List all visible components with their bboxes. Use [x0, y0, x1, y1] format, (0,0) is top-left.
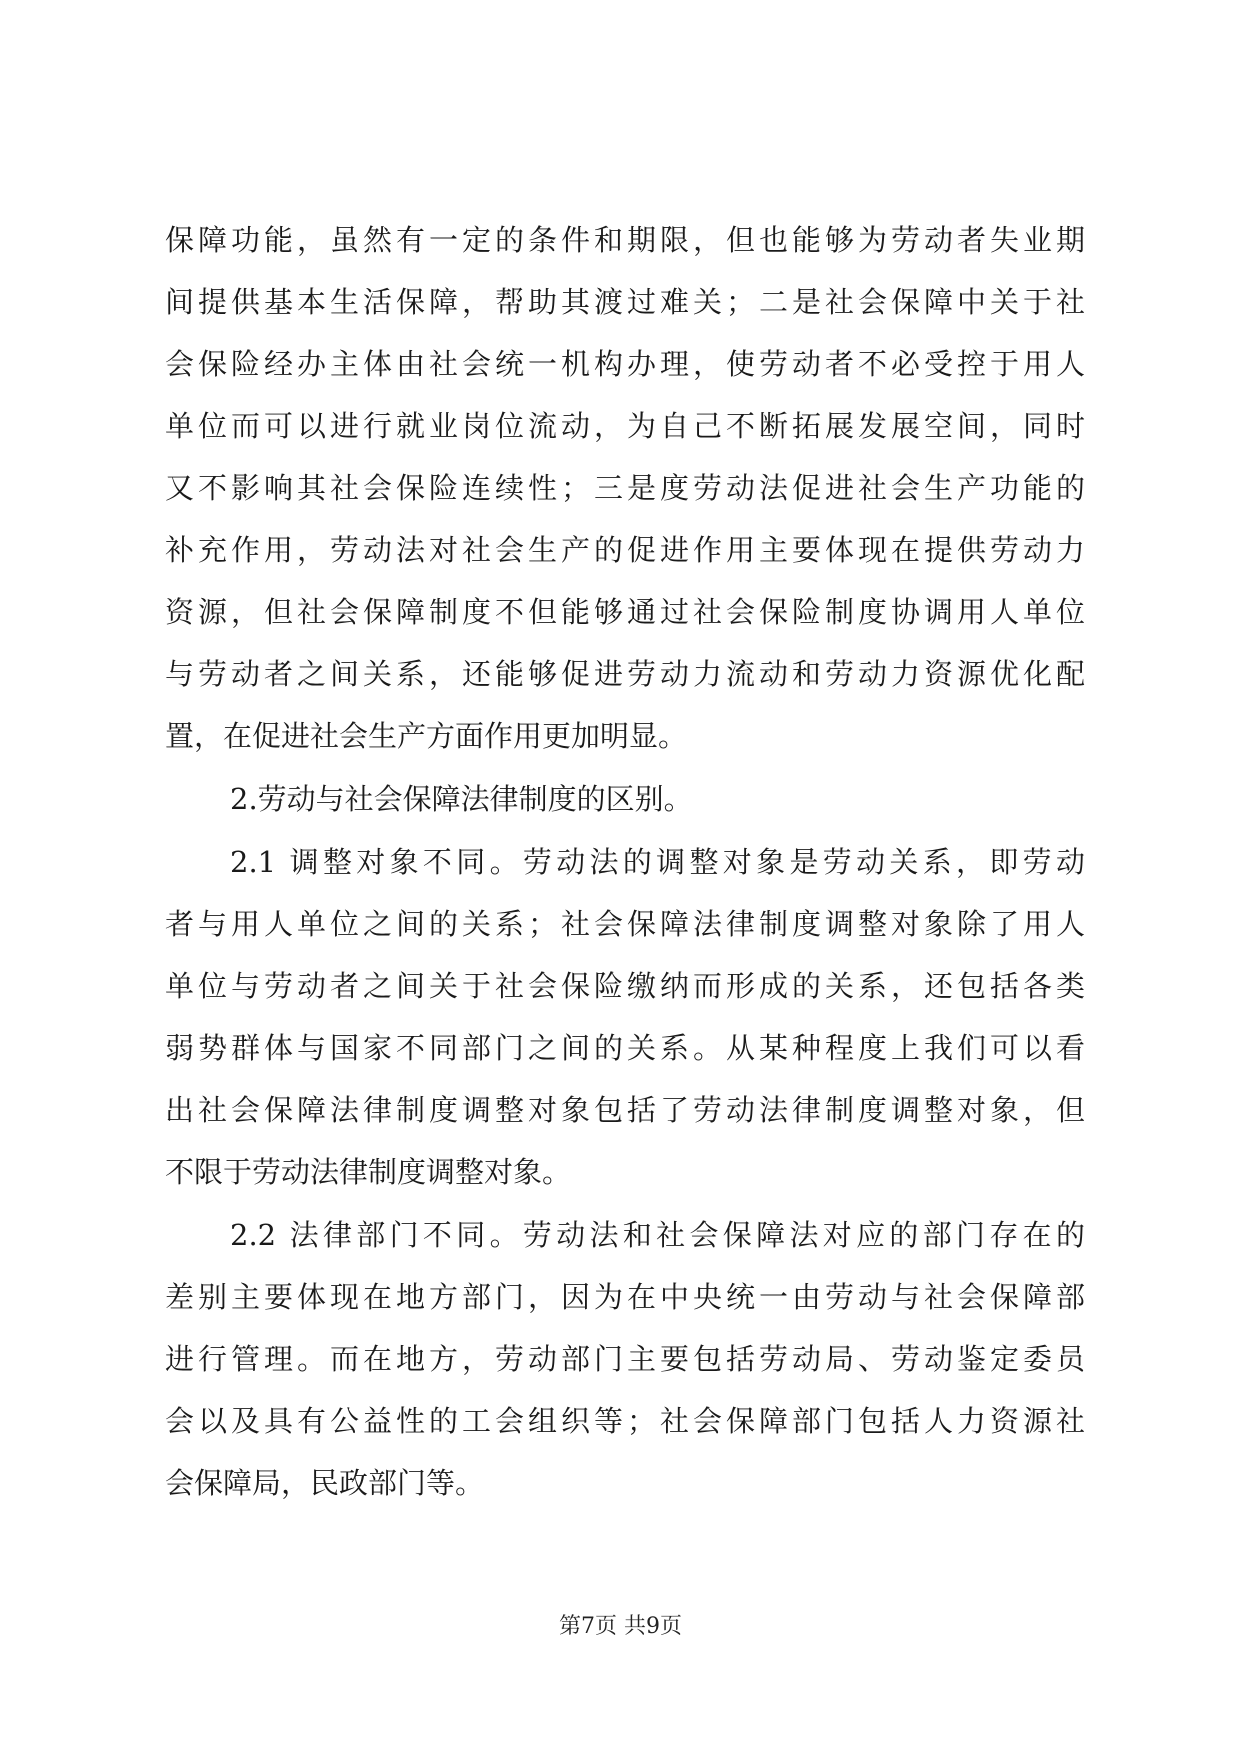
subsection-heading-line: 2.2 法律部门不同。劳动法和社会保障法对应的部门存在的: [230, 1218, 1085, 1252]
text-line: 保障功能，虽然有一定的条件和期限，但也能够为劳动者失业期: [165, 223, 1085, 257]
text-line: 会以及具有公益性的工会组织等；社会保障部门包括人力资源社: [165, 1404, 1085, 1438]
text-line: 资源，但社会保障制度不但能够通过社会保险制度协调用人单位: [165, 595, 1085, 629]
text-line: 会保障局，民政部门等。: [165, 1466, 485, 1500]
text-line: 进行管理。而在地方，劳动部门主要包括劳动局、劳动鉴定委员: [165, 1342, 1085, 1376]
text-line: 差别主要体现在地方部门，因为在中央统一由劳动与社会保障部: [165, 1280, 1085, 1314]
text-line: 者与用人单位之间的关系；社会保障法律制度调整对象除了用人: [165, 907, 1085, 941]
text-line: 单位与劳动者之间关于社会保险缴纳而形成的关系，还包括各类: [165, 969, 1085, 1003]
text-line: 补充作用，劳动法对社会生产的促进作用主要体现在提供劳动力: [165, 533, 1085, 567]
text-line: 单位而可以进行就业岗位流动，为自己不断拓展发展空间，同时: [165, 409, 1085, 443]
text-line: 又不影响其社会保险连续性；三是度劳动法促进社会生产功能的: [165, 471, 1085, 505]
text-line: 与劳动者之间关系，还能够促进劳动力流动和劳动力资源优化配: [165, 657, 1085, 691]
text-line: 弱势群体与国家不同部门之间的关系。从某种程度上我们可以看: [165, 1031, 1085, 1065]
page-footer: 第7页 共9页: [559, 1614, 682, 1639]
text-line: 会保险经办主体由社会统一机构办理，使劳动者不必受控于用人: [165, 347, 1085, 381]
text-line: 间提供基本生活保障，帮助其渡过难关；二是社会保障中关于社: [165, 285, 1085, 319]
subsection-heading-line: 2.1 调整对象不同。劳动法的调整对象是劳动关系，即劳动: [230, 845, 1085, 879]
text-line: 出社会保障法律制度调整对象包括了劳动法律制度调整对象，但: [165, 1093, 1085, 1127]
text-line: 不限于劳动法律制度调整对象。: [165, 1155, 572, 1189]
section-heading: 2.劳动与社会保障法律制度的区别。: [230, 782, 693, 816]
text-line: 置，在促进社会生产方面作用更加明显。: [165, 719, 688, 753]
